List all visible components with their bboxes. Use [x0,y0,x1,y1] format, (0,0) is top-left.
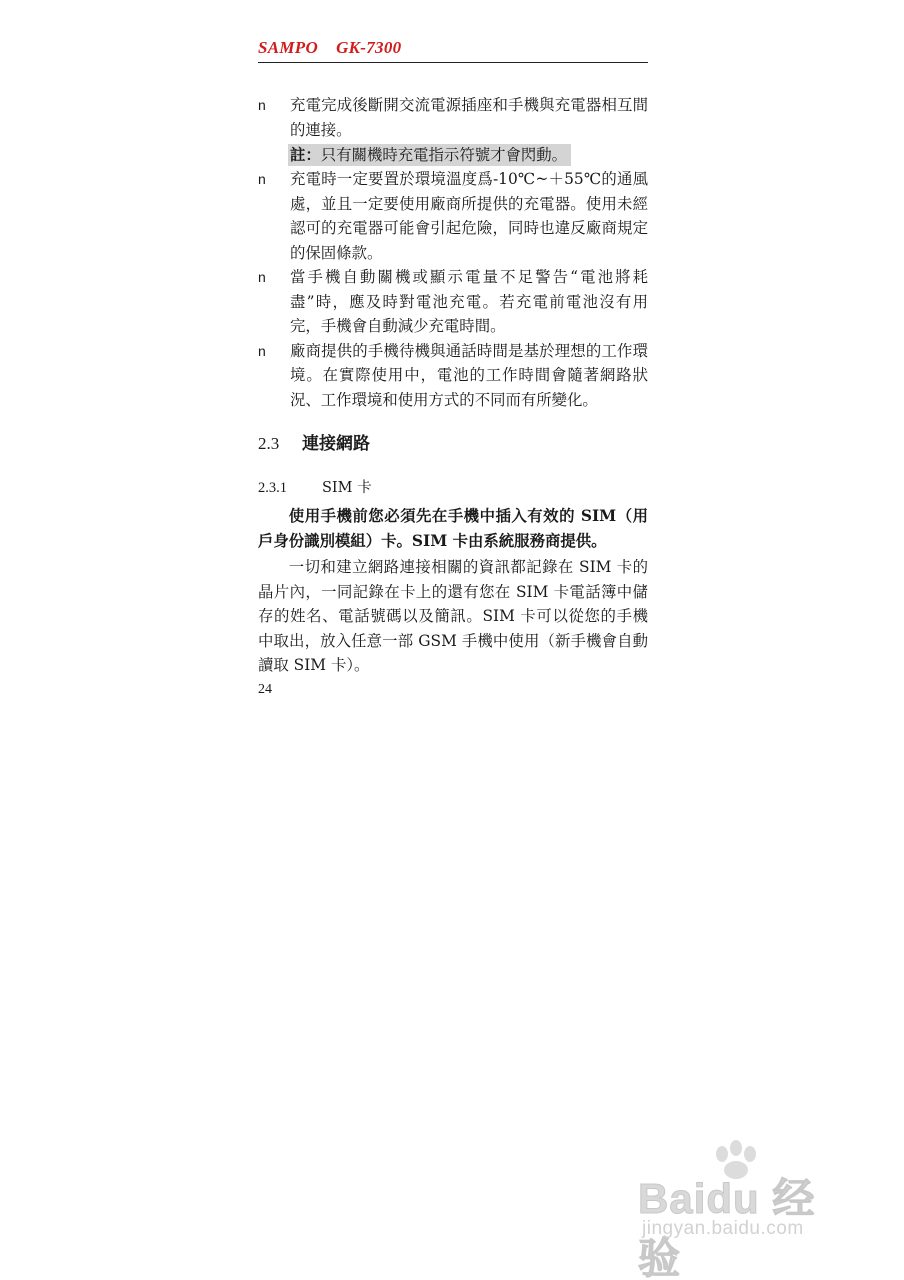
subsection-heading [258,476,648,500]
note-text: 只有關機時充電指示符號才會閃動。 [320,146,568,164]
paragraph-sim-details: 一切和建立網路連接相關的資訊都記錄在 SIM 卡的晶片內，一同記錄在卡上的還有您在 SIM 卡電話簿中儲存的姓名、電話號碼以及簡訊。SIM 卡可以從您的手機中取出，放入任意一部 GSM 手機中使用（新手機會自動讀取 SIM 卡）。 [258,558,648,674]
bullet-text: 當手機自動關機或顯示電量不足警告“電池將耗盡”時，應及時對電池充電。若充電前電池沒有用完，手機會自動減少充電時間。 [290,268,648,335]
bullet-marker: n [258,342,266,359]
bullet-item-temperature [258,167,648,265]
section-title: 連接網路 [302,434,370,454]
page-header [258,36,648,63]
page-number: 24 [258,681,272,697]
bullet-text: 充電完成後斷開交流電源插座和手機與充電器相互間的連接。 [290,96,648,139]
bullet-item-low-battery [258,265,648,339]
bullet-marker: n [258,269,266,285]
bullet-marker: n [258,97,266,113]
bullet-item-disconnect [258,93,648,142]
header-brand [258,38,401,58]
model-name: GK-7300 [336,38,402,57]
baidu-watermark [638,1140,858,1280]
bullet-item-standby-time [258,339,648,413]
watermark-brand: Baidu 经验 [638,1175,816,1280]
note-label: 註： [290,146,321,164]
section-heading [258,430,648,458]
subsection-number: 2.3.1 [258,480,287,496]
bullet-text: 廠商提供的手機待機與通話時間是基於理想的工作環境。在實際使用中，電池的工作時間會隨著網路狀況、工作環境和使用方式的不同而有所變化。 [290,341,648,409]
watermark-url: jingyan.baidu.com [642,1218,804,1239]
document-page [258,36,648,698]
section-number: 2.3 [258,434,280,453]
subsection-title: SIM 卡 [322,480,372,496]
bullet-marker: n [258,171,266,187]
bullet-text: 充電時一定要置於環境溫度爲-10℃~＋55℃的通風處，並且一定要使用廠商所提供的充電器。使用未經認可的充電器可能會引起危險，同時也違反廠商規定的保固條款。 [290,170,648,262]
paragraph-sim-intro: 使用手機前您必須先在手機中插入有效的 SIM（用戶身份識別模組）卡。SIM 卡由系統服務商提供。 [258,507,648,550]
note-highlight [288,144,571,166]
brand-name: SAMPO [258,38,319,57]
